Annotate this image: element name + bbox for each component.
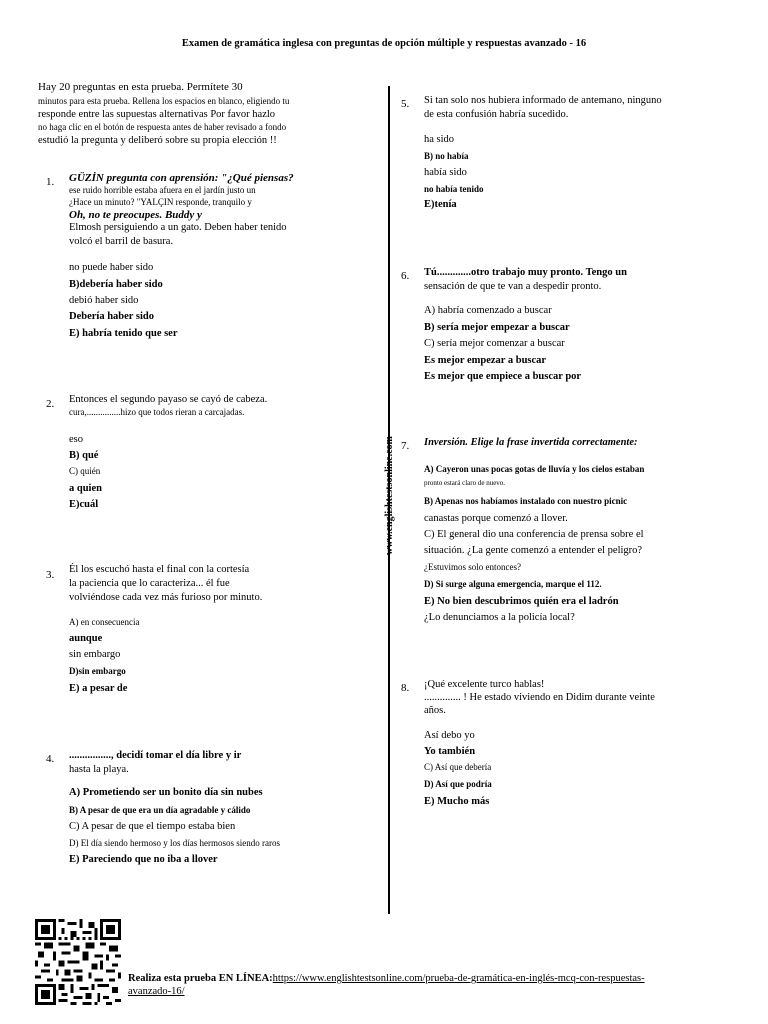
answer-option[interactable]: Es mejor que empiece a buscar por [424, 371, 582, 382]
answer-option[interactable]: E)cuál [69, 499, 99, 510]
question-number: 4. [46, 753, 55, 765]
answer-option[interactable]: C) Así que debería [424, 762, 492, 772]
answer-option[interactable]: A) en consecuencia [69, 617, 140, 627]
answer-option[interactable]: ha sido [424, 134, 455, 145]
answer-option[interactable]: B)debería haber sido [69, 279, 163, 290]
question-text: ese ruido horrible estaba afuera en el jardín justo un [69, 185, 256, 195]
answer-option[interactable]: no había tenido [424, 184, 484, 194]
question-text: Elmosh persiguiendo a un gato. Deben haber tenido [69, 222, 287, 233]
question-text: Si tan solo nos hubiera informado de antemano, ninguno [424, 95, 662, 106]
answer-option[interactable]: D) El día siendo hermoso y los días hermosos siendo raros [69, 838, 280, 848]
answer-option-continued: situación. ¿La gente comenzó a entender el peligro? [424, 545, 643, 556]
footer-link[interactable]: https://www.englishtestsonline.com/prueba-de-gramática-en-inglés-mcq-con-respuestas- [272, 973, 645, 984]
answer-option[interactable]: B) no había [424, 151, 469, 161]
answer-option[interactable]: aunque [69, 633, 103, 644]
page-title: Examen de gramática inglesa con preguntas de opción múltiple y respuestas avanzado - 16 [181, 38, 587, 49]
answer-option[interactable]: D)sin embargo [69, 666, 126, 676]
footer [128, 972, 645, 998]
question-text: Él los escuchó hasta el final con la cortesía [69, 564, 250, 575]
intro-line: responde entre las supuestas alternativas Por favor hazlo [38, 109, 276, 120]
answer-option[interactable]: había sido [424, 167, 467, 178]
question-text: Inversión. Elige la frase invertida correctamente: [424, 437, 638, 448]
intro-line: minutos para esta prueba. Rellena los espacios en blanco, eligiendo tu [38, 96, 290, 106]
question-text: ¡Qué excelente turco hablas! [424, 679, 545, 690]
answer-option-continued: ¿Estuvimos solo entonces? [424, 562, 521, 572]
intro-line: estudió la pregunta y deliberó sobre su propia elección !! [38, 135, 277, 146]
answer-option[interactable]: E) No bien descubrimos quién era el ladrón [424, 596, 619, 607]
answer-option[interactable]: a quien [69, 483, 102, 494]
question-number: 7. [401, 440, 410, 452]
question-number: 8. [401, 682, 410, 694]
answer-option[interactable]: C) quién [69, 466, 101, 476]
answer-option[interactable]: D) Si surge alguna emergencia, marque el 112. [424, 579, 602, 589]
question-number: 2. [46, 398, 55, 410]
answer-option[interactable]: A) Prometiendo ser un bonito día sin nubes [69, 787, 263, 798]
question-number: 6. [401, 270, 410, 282]
question-text: sensación de que te van a despedir pronto. [424, 281, 602, 292]
answer-option[interactable]: A) habría comenzado a buscar [424, 305, 552, 316]
question-text: hasta la playa. [69, 764, 129, 775]
answer-option[interactable]: E) Pareciendo que no iba a llover [69, 854, 218, 865]
question-text: Oh, no te preocupes. Buddy y [69, 209, 202, 221]
question-text: volviéndose cada vez más furioso por minuto. [69, 592, 263, 603]
answer-option-continued: pronto estará claro de nuevo. [424, 479, 506, 487]
answer-option[interactable]: B) sería mejor empezar a buscar [424, 322, 570, 333]
answer-option[interactable]: E) Mucho más [424, 796, 490, 807]
question-text: Tú.............otro trabajo muy pronto. Tengo un [424, 267, 627, 278]
question-text: GÜZİN pregunta con aprensión: "¿Qué piensas? [69, 172, 294, 184]
answer-option[interactable]: E) a pesar de [69, 683, 128, 694]
answer-option[interactable]: eso [69, 434, 83, 445]
question-text: la paciencia que lo caracteriza... él fue [69, 578, 230, 589]
intro-line: Hay 20 preguntas en esta prueba. Permítete 30 [38, 81, 243, 93]
answer-option[interactable]: E) habría tenido que ser [69, 328, 178, 339]
question-text: años. [424, 705, 446, 716]
answer-option[interactable]: D) Así que podría [424, 779, 492, 789]
answer-option[interactable]: C) A pesar de que el tiempo estaba bien [69, 821, 236, 832]
answer-option[interactable]: Así debo yo [424, 730, 475, 741]
question-text: .............. ! He estado viviendo en Didim durante veinte [424, 692, 655, 703]
footer-link-continued[interactable]: avanzado-16/ [128, 986, 185, 997]
question-text: de esta confusión habría sucedido. [424, 109, 569, 120]
answer-option[interactable]: A) Cayeron unas pocas gotas de lluvia y los cielos estaban [424, 464, 645, 474]
side-watermark: www.englishtestsonline.com [384, 436, 395, 555]
answer-option[interactable]: B) qué [69, 450, 99, 461]
answer-option[interactable]: Es mejor empezar a buscar [424, 355, 547, 366]
answer-option-continued: ¿Lo denunciamos a la policía local? [424, 612, 575, 623]
answer-option[interactable]: C) El general dio una conferencia de prensa sobre el [424, 529, 644, 540]
question-text: ................, decidí tomar el día libre y ir [69, 750, 242, 761]
intro-line: no haga clic en el botón de respuesta antes de haber revisado a fondo [38, 122, 287, 132]
footer-label: Realiza esta prueba EN LÍNEA: [128, 973, 273, 984]
answer-option[interactable]: no puede haber sido [69, 262, 154, 273]
question-text: ¿Hace un minuto? "YALÇIN responde, tranquilo y [69, 197, 252, 207]
question-number: 5. [401, 98, 410, 110]
question-number: 1. [46, 176, 55, 188]
qr-code-icon[interactable] [34, 919, 122, 1005]
question-text: cura,...............hizo que todos rieran a carcajadas. [69, 407, 245, 417]
question-text: Entonces el segundo payaso se cayó de cabeza. [69, 394, 268, 405]
answer-option-continued: canastas porque comenzó a llover. [424, 513, 568, 524]
answer-option[interactable]: sin embargo [69, 649, 121, 660]
answer-option[interactable]: B) Apenas nos habíamos instalado con nuestro picnic [424, 496, 628, 506]
answer-option[interactable]: Yo también [424, 746, 476, 757]
answer-option[interactable]: C) sería mejor comenzar a buscar [424, 338, 565, 349]
answer-option[interactable]: B) A pesar de que era un día agradable y cálido [69, 805, 251, 815]
answer-option[interactable]: debió haber sido [69, 295, 139, 306]
answer-option[interactable]: E)tenía [424, 199, 457, 210]
question-text: volcó el barril de basura. [69, 236, 174, 247]
answer-option[interactable]: Debería haber sido [69, 311, 154, 322]
question-number: 3. [46, 569, 55, 581]
